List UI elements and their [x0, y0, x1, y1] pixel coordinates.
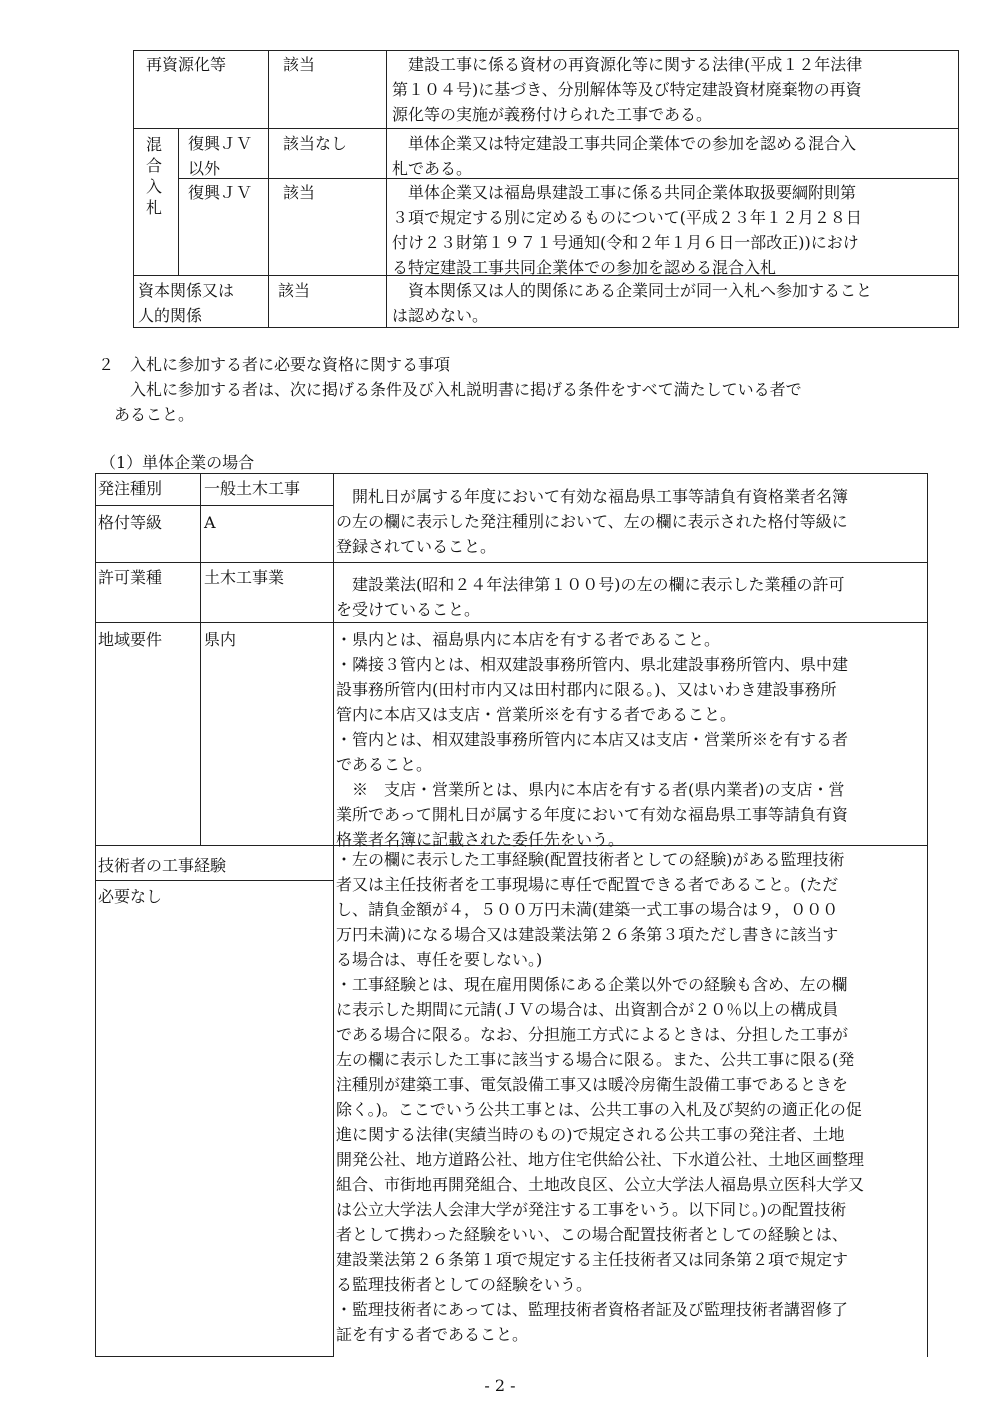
recovery-jv-label: 復興ＪＶ	[188, 183, 253, 202]
mixed-bid-group-label: 混 合 入 札	[145, 135, 162, 217]
recovery-jv-value: 該当	[283, 183, 316, 202]
t1-line	[386, 50, 387, 328]
region-value: 県内	[204, 630, 237, 649]
t2-line	[927, 473, 928, 1357]
non-recovery-jv-desc: 単体企業又は特定建設工事共同企業体での参加を認める混合入 札である。	[392, 134, 857, 178]
order-type-label: 発注種別	[98, 479, 163, 498]
t2-line	[333, 473, 334, 1357]
region-label: 地域要件	[98, 630, 163, 649]
experience-desc: ・左の欄に表示した工事経験(配置技術者としての経験)がある監理技術 者又は主任技術者を工事現場に専任で配置できる者であること。(ただ し、請負金額が４，５００万円未満(建築一式工事の場合は９，０００ 万円未満)になる場合又は建設業法第２６条第３項ただし書きに該当す る場合は、専任を要しない。) ・工事経験とは、現在雇用関係にある企業以外での経験も含め、左の欄 に表示した期間に元請(ＪＶの場合は、出資割合が２０％以上の構成員 である場合に限る。なお、分担施工方式によるときは、分担した工事が 左の欄に表示した工事に該当する場合に限る。また、公共工事に限る(発 注種別が建築工事、電気設備工事又は暖冷房衛生設備工事であるときを 除く。)。ここでいう公共工事とは、公共工事の入札及び契約の適正化の促 進に関する法律(実績当時のもの)で規定される公共工事の発注者、土地 開発公社、地方道路公社、地方住宅供給公社、下水道公社、土地区画整理 組合、市街地再開発組合、土地改良区、公立大学法人福島県立医科大学又 は公立大学法人会津大学が発注する工事をいう。以下同じ。)の配置技術 者として携わった経験をいい、この場合配置技術者としての経験とは、 建設業法第２６条第１項で規定する主任技術者又は同条第２項で規定す る監理技術者としての経験をいう。 ・監理技術者にあっては、監理技術者資格者証及び監理技術者講習修了 証を有する者であること。	[336, 850, 865, 1344]
t1-line	[268, 50, 269, 328]
t1-line	[133, 50, 959, 51]
t2-line	[95, 622, 928, 623]
t2-line	[95, 1356, 334, 1357]
capital-relation-value: 該当	[278, 281, 311, 300]
t1-line	[133, 50, 134, 328]
grade-label: 格付等級	[98, 513, 163, 532]
non-recovery-jv-label: 復興ＪＶ 以外	[188, 134, 253, 178]
t1-line	[178, 128, 179, 275]
grade-value: A	[204, 513, 216, 532]
t1-line	[133, 128, 959, 129]
t2-line	[95, 473, 96, 1357]
order-type-value: 一般土木工事	[204, 479, 301, 498]
recycling-desc: 建設工事に係る資材の再資源化等に関する法律(平成１２年法律 第１０４号)に基づき、分別解体等及び特定建設資材廃棄物の再資 源化等の実施が義務付けられた工事である。	[392, 55, 863, 124]
permit-value: 土木工事業	[204, 568, 285, 587]
section-2-body-line-1: 入札に参加する者は、次に掲げる条件及び入札説明書に掲げる条件をすべて満たしている者で	[130, 380, 802, 399]
permit-label: 許可業種	[98, 568, 163, 587]
t2-line	[95, 473, 928, 474]
section-2-heading: ２ 入札に参加する者に必要な資格に関する事項	[98, 355, 451, 374]
page-number: - 2 -	[484, 1376, 516, 1395]
experience-value: 必要なし	[98, 887, 163, 906]
region-desc: ・県内とは、福島県内に本店を有する者であること。 ・隣接３管内とは、相双建設事務所管内、県北建設事務所管内、県中建 設事務所管内(田村市内又は田村郡内に限る。)、又はいわき建設事務所 管内に本店又は支店・営業所※を有する者であること。 ・管内とは、相双建設事務所管内に本店又は支店・営業所※を有する者 であること。 ※ 支店・営業所とは、県内に本店を有する者(県内業者)の支店・営 業所であって開札日が属する年度において有効な福島県工事等請負有資 格業者名簿に記載された委任先をいう。	[336, 630, 849, 849]
sub-heading-single-company: （1）単体企業の場合	[100, 453, 255, 472]
t2-line	[200, 473, 201, 846]
section-2-body-line-2: あること。	[114, 405, 195, 424]
t2-line	[95, 562, 928, 563]
capital-relation-label: 資本関係又は 人的関係	[138, 281, 235, 325]
experience-label: 技術者の工事経験	[98, 856, 227, 875]
registration-desc: 開札日が属する年度において有効な福島県工事等請負有資格業者名簿 の左の欄に表示した発注種別において、左の欄に表示された格付等級に 登録されていること。	[336, 487, 849, 556]
permit-desc: 建設業法(昭和２４年法律第１００号)の左の欄に表示した業種の許可 を受けていること。	[336, 575, 845, 619]
recycling-label: 再資源化等	[146, 55, 227, 74]
non-recovery-jv-value: 該当なし	[283, 134, 348, 153]
t2-line	[95, 505, 334, 506]
recovery-jv-desc: 単体企業又は福島県建設工事に係る共同企業体取扱要綱附則第 ３項で規定する別に定めるものについて(平成２３年１２月２８日 付け２３財第１９７１号通知(令和２年１月６日一部改正))におけ る特定建設工事共同企業体での参加を認める混合入札	[392, 183, 862, 277]
capital-relation-desc: 資本関係又は人的関係にある企業同士が同一入札へ参加すること は認めない。	[392, 281, 873, 325]
t2-line	[95, 880, 334, 881]
recycling-value: 該当	[283, 55, 316, 74]
t1-line	[958, 50, 959, 328]
